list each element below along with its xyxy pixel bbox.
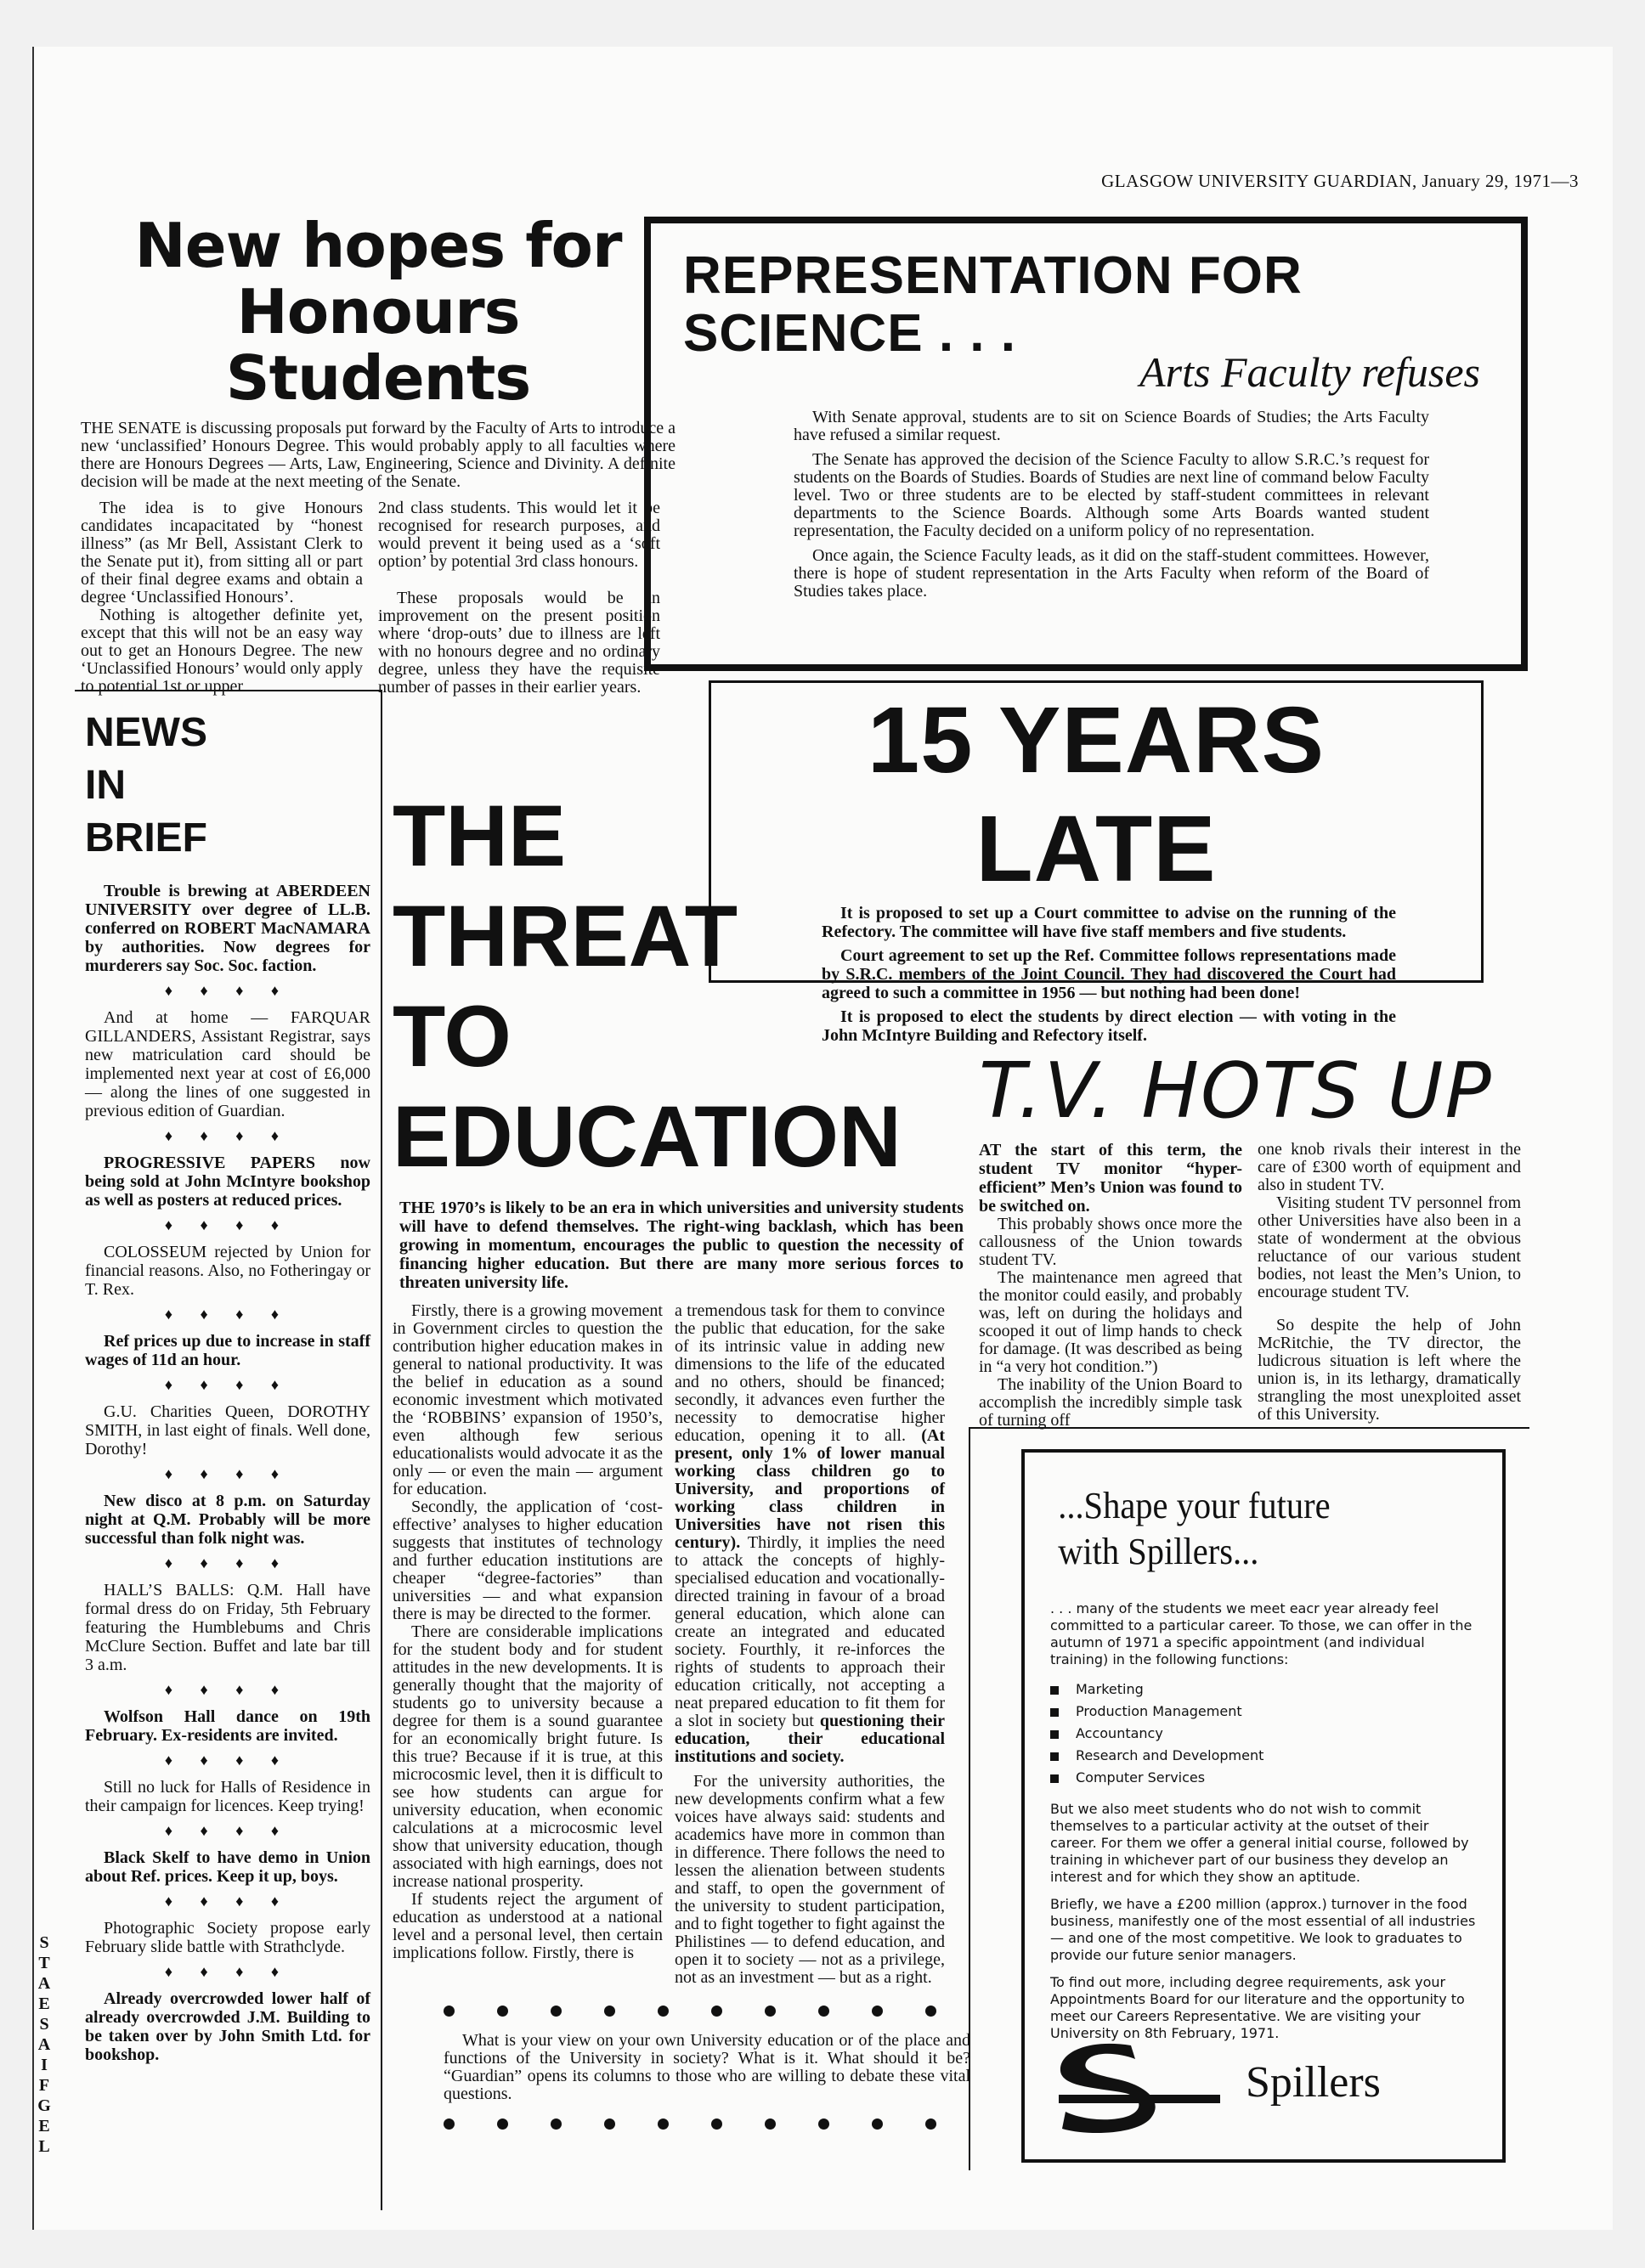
- science-subhead: Arts Faculty refuses: [1139, 348, 1480, 396]
- news-separator: ♦ ♦ ♦ ♦: [164, 982, 291, 999]
- spillers-headline-1: ...Shape your future: [1058, 1485, 1331, 1526]
- tv-c2-p2: Visiting student TV personnel from other Universities have also been in a state of wonderment at the obvious reluctance of our various student bodies, not least the Men’s Union, to encourage student TV.: [1258, 1193, 1521, 1301]
- news-separator: ♦ ♦ ♦ ♦: [164, 1127, 291, 1144]
- spillers-headline-2: with Spillers...: [1058, 1531, 1259, 1572]
- news-items: [85, 882, 370, 2064]
- spillers-ad: [969, 1427, 1529, 2170]
- threat-c1-p3: There are considerable implications for the student body and for student attitudes in the new developments. It is generally thought that the majority of students go to university because a degree for them is a sound guarantee for an economically bright future. Is this true? Because if it is true, at this microcosmic level, then it is difficult to see how students can argue for university education, when economic calculations at a microcosmic level show that university education, though associated with high earnings, does not increase national prosperity.: [393, 1622, 663, 1891]
- spillers-function-item: [1050, 1767, 1477, 1789]
- spillers-function-label: Computer Services: [1076, 1769, 1206, 1786]
- threat-headline-4: EDUCATION: [393, 1088, 902, 1185]
- news-separator: ♦ ♦ ♦ ♦: [164, 1216, 291, 1233]
- science-p2: The Senate has approved the decision of the Science Faculty to allow S.R.C.’s request for students on the Boards of Studies. Boards of Studies are next line of command below Faculty level. Two or three students are to be elected by staff-student committees in relevant departments to the Science Boards. Although some Arts Boards wanted student representation, the Faculty decided on a uniform policy of no representation.: [794, 450, 1429, 540]
- threat-headline-2: THREAT: [393, 888, 738, 984]
- margin-letter: A: [37, 1974, 51, 1993]
- margin-letter: G: [37, 2096, 51, 2115]
- news-separator: ♦ ♦ ♦ ♦: [164, 1554, 291, 1571]
- spillers-p2: But we also meet students who do not wish to commit themselves to a particular activity at the outset of their career. For them we offer a general initial course, followed by training in whichever part of our business they develop an interest and for which they show an aptitude.: [1050, 1801, 1469, 1885]
- margin-letter: L: [38, 2137, 50, 2156]
- threat-dots-bottom: [393, 2118, 970, 2130]
- spillers-intro: . . . many of the students we meet eacr year already feel committed to a particular career. To those, we can offer in the autumn of 1971 a specific appointment (and individual training) in the following functions:: [1050, 1600, 1473, 1667]
- threat-intro: THE 1970’s is likely to be an era in which universities and university students will have to defend themselves. The right-wing backlash, which has been growing in momentum, encourages the public to question the necessity of financing higher education. But there are many more serious forces to threaten university life.: [399, 1199, 964, 1292]
- spillers-function-label: Research and Development: [1076, 1747, 1264, 1763]
- threat-headline-1: THE: [393, 787, 566, 884]
- threat-article: [393, 786, 970, 2130]
- bullet-square-icon: [1050, 1686, 1059, 1695]
- news-item: Black Skelf to have demo in Union about Ref. prices. Keep it up, boys.: [85, 1848, 370, 1886]
- margin-letter: E: [38, 2117, 50, 2135]
- newspaper-page: [32, 47, 1613, 2230]
- news-separator: ♦ ♦ ♦ ♦: [164, 1963, 291, 1980]
- margin-letter: T: [38, 1954, 50, 1972]
- threat-dots-top: [393, 2006, 970, 2017]
- spillers-p4: To find out more, including degree requirements, ask your Appointments Board for our literature and the opportunity to meet our Careers Representative. We are visiting your University on 8th February, 1971.: [1050, 1974, 1465, 2041]
- news-item: And at home — FARQUAR GILLANDERS, Assistant Registrar, says new matriculation card should be implemented next year at cost of £6,000 — along the lines of one suggested in previous edition of Guardian.: [85, 1008, 370, 1120]
- threat-c2-p1c: Thirdly, it implies the need to attack the concepts of highly-specialised education and vocationally-directed training in favour of a broad general education, which alone can create an integrated and educated society. Fourthly, it re-inforces the rights of students to approach their education critically, not accepting a neat prepared education to fit them for a slot in society but: [675, 1533, 945, 1730]
- news-heading-2: IN: [85, 763, 126, 808]
- news-item: Wolfson Hall dance on 19th February. Ex-residents are invited.: [85, 1707, 370, 1745]
- late-p1: It is proposed to set up a Court committee to advise on the running of the Refectory. The committee will have five staff members and five students.: [822, 904, 1396, 941]
- tv-headline: T.V. HOTS UP: [979, 1047, 1493, 1136]
- honours-col1-p1: The idea is to give Honours candidates incapacitated by “honest illness” (as Mr Bell, Assistant Clerk to the Senate put it), from sitting all or part of their final degree exams and obtain a degree ‘Unclassified Honours’.: [81, 499, 363, 606]
- tv-c1-p2: This probably shows once more the callousness of the Union towards student TV.: [979, 1215, 1242, 1269]
- bullet-square-icon: [1050, 1752, 1059, 1761]
- news-heading-3: BRIEF: [85, 815, 207, 860]
- threat-c2-p2: For the university authorities, the new developments confirm what a few voices have always said: students and academics have more in common than in difference. There follows the need to lessen the alienation between students and staff, to open the government of the university to student participation, and to fight together to fight against the Philistines — to defend education, and open it to society — not as a privilege, not as an investment — but as a right.: [675, 1772, 945, 1987]
- news-item: COLOSSEUM rejected by Union for financial reasons. Also, no Fotheringay or T. Rex.: [85, 1243, 370, 1299]
- honours-article: [81, 212, 676, 697]
- honours-intro: THE SENATE is discussing proposals put forward by the Faculty of Arts to introduce a new ‘unclassified’ Honours Degree. This would probably apply to all faculties where there are Honours Degrees — Arts, Law, Engineering, Science and Divinity. A definite decision will be made at the next meeting of the Senate.: [81, 419, 676, 491]
- margin-letters: [36, 1932, 53, 2157]
- spillers-function-label: Production Management: [1076, 1703, 1242, 1719]
- tv-c1-p3: The maintenance men agreed that the monitor could easily, and probably was, left on during the holidays and scooped it out of limp hands to check for damage. (It was described as being in “a very hot condition.”): [979, 1268, 1242, 1376]
- margin-letter: A: [37, 2035, 51, 2054]
- threat-c2-p1d: questioning their education, their educational institutions and society.: [675, 1712, 945, 1766]
- science-p1: With Senate approval, students are to sit on Science Boards of Studies; the Arts Faculty have refused a similar request.: [794, 408, 1429, 444]
- spillers-logo-row: [1050, 2034, 1484, 2135]
- threat-headline-3: TO: [393, 988, 512, 1085]
- honours-headline: New hopes for Honours Students: [134, 210, 622, 414]
- news-item: G.U. Charities Queen, DOROTHY SMITH, in last eight of finals. Well done, Dorothy!: [85, 1402, 370, 1458]
- news-separator: ♦ ♦ ♦ ♦: [164, 1465, 291, 1482]
- news-item: Already overcrowded lower half of already overcrowded J.M. Building to be taken over by John Smith Ltd. for bookshop.: [85, 1989, 370, 2064]
- margin-letter: F: [38, 2076, 50, 2095]
- margin-letter: I: [41, 2056, 48, 2074]
- news-item: New disco at 8 p.m. on Saturday night at Q.M. Probably will be more successful than folk night was.: [85, 1492, 370, 1548]
- news-item: Photographic Society propose early February slide battle with Strathclyde.: [85, 1919, 370, 1956]
- threat-headline: [393, 786, 970, 1187]
- spillers-function-label: Accountancy: [1076, 1725, 1163, 1741]
- science-p3: Once again, the Science Faculty leads, as it did on the staff-student committees. However, there is hope of student representation in the Arts Faculty when reform of the Board of Studies takes place.: [794, 546, 1429, 601]
- spillers-functions: [1050, 1678, 1477, 1789]
- spillers-ad-frame: [1021, 1449, 1506, 2163]
- news-separator: ♦ ♦ ♦ ♦: [164, 1306, 291, 1323]
- late-headline: 15 YEARS LATE: [868, 688, 1325, 901]
- threat-c2-p1b: (At present, only 1% of lower manual working class children go to University, and proportions of working class children in Universities have not risen this century).: [675, 1426, 945, 1552]
- tv-article: [979, 1049, 1523, 1430]
- news-separator: ♦ ♦ ♦ ♦: [164, 1893, 291, 1910]
- news-item: Ref prices up due to increase in staff wages of 11d an hour.: [85, 1332, 370, 1369]
- spillers-function-label: Marketing: [1076, 1681, 1144, 1697]
- threat-c1-p4: If students reject the argument of education as understood at a national level and a personal level, then certain implications follow. Firstly, there is: [393, 1890, 663, 1962]
- science-headline: REPRESENTATION FOR SCIENCE . . .: [683, 246, 1303, 363]
- news-separator: ♦ ♦ ♦ ♦: [164, 1752, 291, 1769]
- bullet-square-icon: [1050, 1774, 1059, 1783]
- late-p2: Court agreement to set up the Ref. Committee follows representations made by S.R.C. members of the Joint Council. They had discovered the Court had agreed to such a committee in 1956 — but nothing had been done!: [822, 946, 1396, 1002]
- threat-c2-p1a: a tremendous task for them to convince the public that education, for the sake of its intrinsic value in adding new dimensions to the life of the educated and no others, should be financed; secondly, it advances even further the necessity to democratise higher education, opening it to all.: [675, 1301, 945, 1445]
- threat-footer: What is your view on your own University education or of the place and functions of the University in society? What is it. What should it be? “Guardian” opens its columns to those who are willing to debate these vital questions.: [444, 2031, 970, 2103]
- tv-c1-lead: AT the start of this term, the student TV monitor “hyper-efficient” Men’s Union was found to be switched on.: [979, 1141, 1242, 1216]
- spillers-function-item: [1050, 1701, 1477, 1723]
- spillers-p3: Briefly, we have a £200 million (approx.) turnover in the food business, manifestly one of the most essential of all industries — and one of the most competitive. We look to graduates to provide our future senior managers.: [1050, 1896, 1476, 1963]
- bullet-square-icon: [1050, 1708, 1059, 1717]
- news-heading-1: NEWS: [85, 710, 207, 755]
- news-item: Still no luck for Halls of Residence in their campaign for licences. Keep trying!: [85, 1778, 370, 1815]
- tv-c2-p3: So despite the help of John McRitchie, the TV director, the ludicrous situation is left where the union is, in its lethargy, dramatically strangling the most unexploited asset of this University.: [1258, 1316, 1521, 1424]
- news-separator: ♦ ♦ ♦ ♦: [164, 1822, 291, 1839]
- honours-col1-p2: Nothing is altogether definite yet, except that this will not be an easy way out to get an Honours Degree. The new ‘Unclassified Honours’ would only apply to potential 1st or upper: [81, 606, 363, 696]
- bullet-square-icon: [1050, 1730, 1059, 1739]
- masthead: GLASGOW UNIVERSITY GUARDIAN, January 29, 1971—3: [1101, 171, 1579, 191]
- honours-col2-p1: 2nd class students. This would let it be recognised for research purposes, and would prevent it being used as a ‘soft option’ by potential 3rd class honours.: [378, 499, 660, 571]
- margin-letter: S: [39, 1933, 49, 1952]
- margin-letter: E: [38, 1994, 50, 2013]
- news-separator: ♦ ♦ ♦ ♦: [164, 1681, 291, 1698]
- spillers-function-item: [1050, 1723, 1477, 1745]
- news-in-brief: [75, 690, 382, 2210]
- spillers-logo-icon: [1050, 2034, 1220, 2135]
- spillers-brand: Spillers: [1246, 2058, 1381, 2107]
- honours-col2-p2: These proposals would be an improvement on the present position where ‘drop-outs’ due to illness are left with no honours degree and no ordinary degree, unless they have the requisite number of passes in their earlier years.: [378, 589, 660, 697]
- threat-c1-p1: Firstly, there is a growing movement in Government circles to question the contribution higher education makes in general to national productivity. It was the belief in education as a sound economic investment which motivated the ‘ROBBINS’ expansion of 1950’s, even although few serious educationalists would advocate it as the only — or even the main — argument for education.: [393, 1301, 663, 1498]
- news-item: PROGRESSIVE PAPERS now being sold at John McIntyre bookshop as well as posters at reduced prices.: [85, 1154, 370, 1210]
- tv-c1-p4: The inability of the Union Board to accomplish the incredibly simple task of turning off: [979, 1375, 1242, 1430]
- tv-c2-p1: one knob rivals their interest in the care of £300 worth of equipment and also in student TV.: [1258, 1140, 1521, 1194]
- margin-letter: S: [39, 2015, 49, 2034]
- threat-c1-p2: Secondly, the application of ‘cost-effective’ analyses to higher education suggests that institutes of technology and further education institutions are cheaper “degree-factories” than universities — and what expansion there is may be directed to the former.: [393, 1498, 663, 1623]
- news-item: Trouble is brewing at ABERDEEN UNIVERSITY over degree of LL.B. conferred on ROBERT MacNAMARA by authorities. Now degrees for murderers say Soc. Soc. faction.: [85, 882, 370, 975]
- science-box: [644, 217, 1528, 671]
- spillers-function-item: [1050, 1745, 1477, 1767]
- news-separator: ♦ ♦ ♦ ♦: [164, 1376, 291, 1393]
- news-item: HALL’S BALLS: Q.M. Hall have formal dress do on Friday, 5th February featuring the Humblebums and Chris McClure Section. Buffet and late bar till 3 a.m.: [85, 1581, 370, 1674]
- spillers-function-item: [1050, 1678, 1477, 1701]
- late-p3: It is proposed to elect the students by direct election — with voting in the John McIntyre Building and Refectory itself.: [822, 1007, 1396, 1045]
